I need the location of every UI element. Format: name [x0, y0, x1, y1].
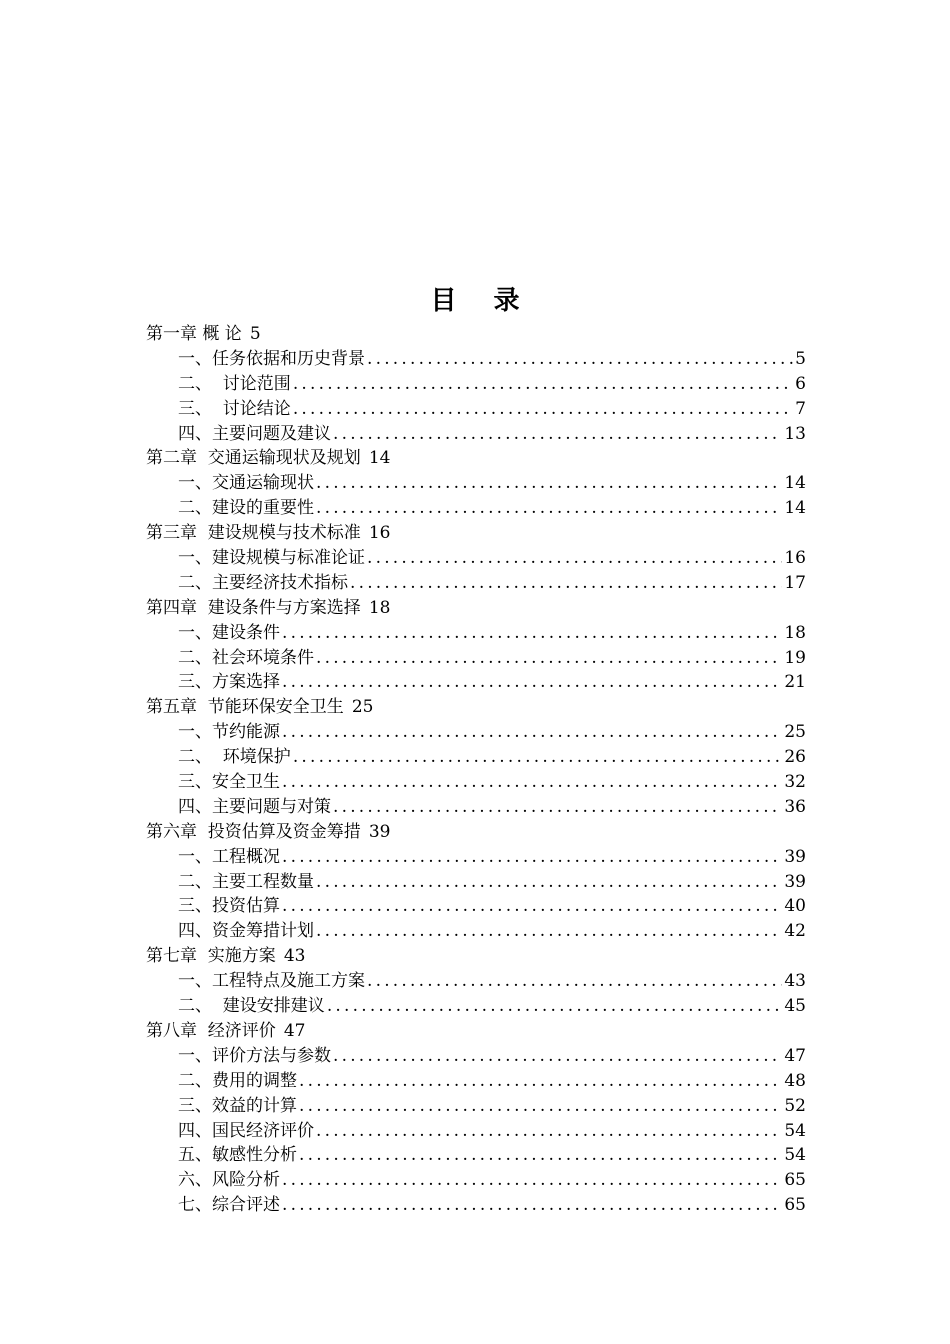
- chapter-label: 第一章 概 论: [146, 324, 242, 344]
- toc-section-entry[interactable]: [146, 745, 806, 770]
- dot-leader: [282, 720, 782, 745]
- chapter-label: 第八章 经济评价: [146, 1020, 276, 1041]
- dot-leader: [293, 745, 783, 770]
- section-label: 五、敏感性分析: [178, 1145, 297, 1166]
- toc-section-entry[interactable]: [146, 845, 806, 870]
- dot-leader: [282, 1168, 782, 1193]
- dot-leader: [367, 969, 782, 994]
- toc-section-entry[interactable]: [146, 471, 806, 496]
- toc-section-entry[interactable]: [146, 894, 806, 919]
- section-page-number: 36: [784, 796, 806, 817]
- dot-leader: [316, 870, 782, 895]
- toc-section-entry[interactable]: [146, 621, 806, 646]
- toc-section-entry[interactable]: [146, 496, 806, 521]
- section-label: 一、节约能源: [178, 722, 280, 743]
- section-page-number: 17: [784, 572, 806, 593]
- dot-leader: [333, 1044, 782, 1069]
- section-page-number: 19: [784, 647, 806, 668]
- chapter-page-number: 14: [368, 448, 391, 469]
- section-label: 二、 讨论范围: [178, 373, 291, 394]
- toc-section-entry[interactable]: [146, 770, 806, 795]
- section-label: 四、国民经济评价: [178, 1120, 314, 1141]
- section-label: 六、风险分析: [178, 1170, 280, 1191]
- toc-title: 目 录: [430, 286, 534, 316]
- dot-leader: [316, 919, 782, 944]
- section-page-number: 13: [784, 423, 806, 444]
- section-label: 二、主要工程数量: [178, 871, 314, 892]
- chapter-label: 第二章 交通运输现状及规划: [146, 448, 361, 469]
- section-label: 一、评价方法与参数: [178, 1045, 331, 1066]
- section-label: 一、工程特点及施工方案: [178, 971, 365, 992]
- dot-leader: [333, 795, 782, 820]
- section-label: 三、 讨论结论: [178, 398, 291, 419]
- toc-section-entry[interactable]: [146, 1069, 806, 1094]
- chapter-label: 第五章 节能环保安全卫生: [146, 697, 344, 718]
- toc-section-entry[interactable]: [146, 646, 806, 671]
- dot-leader: [333, 422, 782, 447]
- section-page-number: 42: [784, 921, 806, 942]
- dot-leader: [367, 347, 793, 372]
- chapter-label: 第三章 建设规模与技术标准: [146, 523, 361, 544]
- dot-leader: [316, 496, 782, 521]
- table-of-contents: [146, 322, 806, 1218]
- toc-section-entry[interactable]: [146, 870, 806, 895]
- section-label: 一、建设规模与标准论证: [178, 548, 365, 569]
- section-label: 一、工程概况: [178, 846, 280, 867]
- section-page-number: 32: [784, 772, 806, 793]
- toc-section-entry[interactable]: [146, 1044, 806, 1069]
- section-label: 七、综合评述: [178, 1195, 280, 1216]
- dot-leader: [350, 571, 782, 596]
- toc-chapter-entry[interactable]: [146, 446, 806, 471]
- section-page-number: 16: [784, 548, 806, 569]
- dot-leader: [282, 894, 782, 919]
- toc-section-entry[interactable]: [146, 969, 806, 994]
- dot-leader: [282, 770, 782, 795]
- section-label: 二、建设的重要性: [178, 498, 314, 519]
- chapter-page-number: 43: [283, 946, 306, 967]
- toc-section-entry[interactable]: [146, 397, 806, 422]
- dot-leader: [316, 1119, 782, 1144]
- toc-section-entry[interactable]: [146, 546, 806, 571]
- chapter-page-number: 39: [368, 821, 391, 842]
- chapter-page-number: 16: [368, 523, 391, 544]
- dot-leader: [299, 1094, 782, 1119]
- dot-leader: [282, 621, 782, 646]
- section-label: 一、任务依据和历史背景: [178, 348, 365, 369]
- toc-chapter-entry[interactable]: [146, 944, 806, 969]
- section-label: 三、效益的计算: [178, 1095, 297, 1116]
- chapter-label: 第四章 建设条件与方案选择: [146, 597, 361, 618]
- section-page-number: 40: [784, 896, 806, 917]
- section-page-number: 54: [784, 1120, 806, 1141]
- section-page-number: 7: [795, 398, 806, 419]
- section-page-number: 65: [784, 1195, 806, 1216]
- chapter-label: 第七章 实施方案: [146, 946, 276, 967]
- section-label: 二、 环境保护: [178, 747, 291, 768]
- toc-chapter-entry[interactable]: [146, 1019, 806, 1044]
- toc-section-entry[interactable]: [146, 720, 806, 745]
- toc-section-entry[interactable]: [146, 1168, 806, 1193]
- toc-chapter-entry[interactable]: [146, 521, 806, 546]
- dot-leader: [299, 1143, 782, 1168]
- section-label: 一、交通运输现状: [178, 473, 314, 494]
- section-label: 二、费用的调整: [178, 1070, 297, 1091]
- chapter-page-number: 47: [283, 1020, 306, 1041]
- section-page-number: 43: [784, 971, 806, 992]
- section-page-number: 14: [784, 473, 806, 494]
- toc-section-entry[interactable]: [146, 670, 806, 695]
- section-page-number: 39: [784, 846, 806, 867]
- section-label: 三、投资估算: [178, 896, 280, 917]
- section-label: 三、方案选择: [178, 672, 280, 693]
- chapter-page-number: 25: [351, 697, 374, 718]
- chapter-label: 第六章 投资估算及资金筹措: [146, 821, 361, 842]
- section-label: 四、主要问题及建议: [178, 423, 331, 444]
- toc-section-entry[interactable]: [146, 1119, 806, 1144]
- section-page-number: 52: [784, 1095, 806, 1116]
- section-page-number: 54: [784, 1145, 806, 1166]
- section-page-number: 18: [784, 622, 806, 643]
- section-page-number: 14: [784, 498, 806, 519]
- section-label: 二、社会环境条件: [178, 647, 314, 668]
- section-page-number: 26: [784, 747, 806, 768]
- toc-section-entry[interactable]: [146, 1193, 806, 1218]
- section-page-number: 5: [795, 348, 806, 369]
- dot-leader: [293, 397, 793, 422]
- section-label: 四、主要问题与对策: [178, 796, 331, 817]
- toc-section-entry[interactable]: [146, 919, 806, 944]
- section-label: 二、 建设安排建议: [178, 996, 325, 1017]
- toc-section-entry[interactable]: [146, 422, 806, 447]
- chapter-page-number: 18: [368, 597, 391, 618]
- dot-leader: [282, 845, 782, 870]
- chapter-page-number: 5: [249, 324, 261, 344]
- toc-chapter-entry[interactable]: [146, 322, 806, 347]
- section-page-number: 39: [784, 871, 806, 892]
- dot-leader: [316, 646, 782, 671]
- dot-leader: [367, 546, 782, 571]
- section-label: 二、主要经济技术指标: [178, 572, 348, 593]
- toc-chapter-entry[interactable]: [146, 820, 806, 845]
- dot-leader: [293, 372, 793, 397]
- dot-leader: [327, 994, 783, 1019]
- dot-leader: [299, 1069, 782, 1094]
- toc-section-entry[interactable]: [146, 1094, 806, 1119]
- section-page-number: 48: [784, 1070, 806, 1091]
- dot-leader: [282, 1193, 782, 1218]
- section-page-number: 6: [795, 373, 806, 394]
- dot-leader: [316, 471, 782, 496]
- dot-leader: [282, 670, 782, 695]
- section-label: 三、安全卫生: [178, 772, 280, 793]
- section-page-number: 47: [784, 1045, 806, 1066]
- toc-chapter-entry[interactable]: [146, 596, 806, 621]
- toc-chapter-entry[interactable]: [146, 695, 806, 720]
- toc-section-entry[interactable]: [146, 1143, 806, 1168]
- toc-section-entry[interactable]: [146, 372, 806, 397]
- toc-section-entry[interactable]: [146, 994, 806, 1019]
- section-label: 一、建设条件: [178, 622, 280, 643]
- section-page-number: 65: [784, 1170, 806, 1191]
- section-page-number: 45: [784, 996, 806, 1017]
- section-page-number: 21: [784, 672, 806, 693]
- toc-section-entry[interactable]: [146, 571, 806, 596]
- section-label: 四、资金筹措计划: [178, 921, 314, 942]
- section-page-number: 25: [784, 722, 806, 743]
- toc-section-entry[interactable]: [146, 795, 806, 820]
- toc-section-entry[interactable]: [146, 347, 806, 372]
